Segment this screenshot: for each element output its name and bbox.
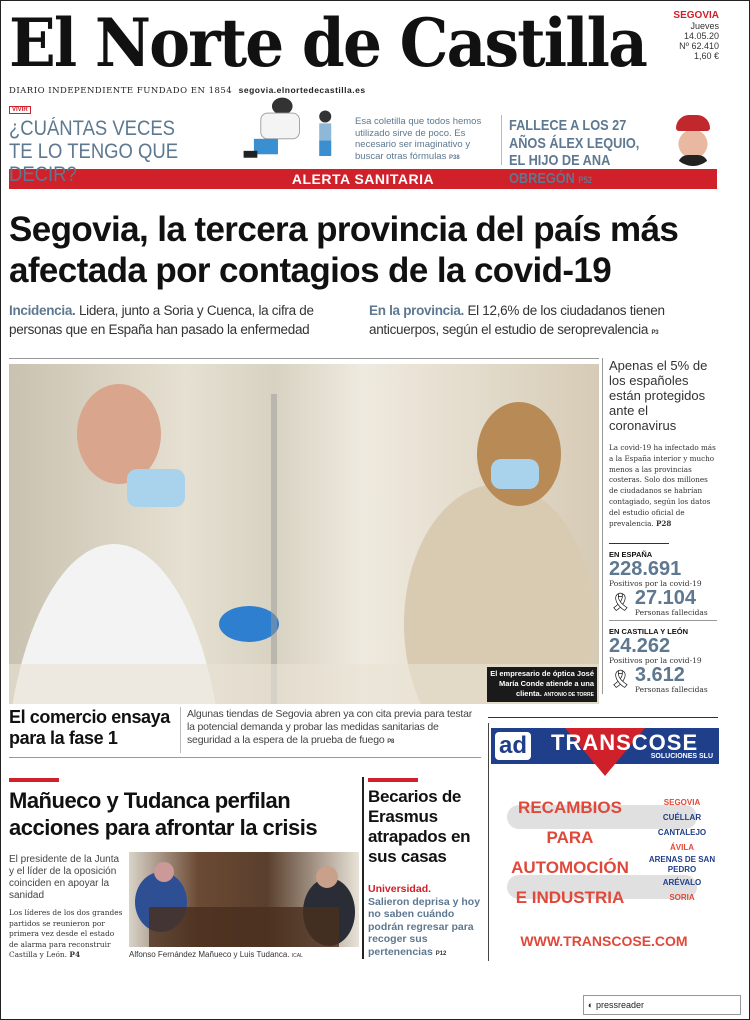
stat-deaths-label: Personas fallecidas — [634, 685, 708, 695]
stat-region-cyl: EN CASTILLA Y LEÓN — [609, 627, 689, 637]
sidebar-page: P28 — [656, 518, 672, 528]
pressreader-logo-icon: ◐ — [588, 1000, 594, 1010]
politics-caption-text: Alfonso Fernández Mañueco y Luis Tudanca. — [129, 950, 290, 959]
stat-deaths-spain: 27.104 — [634, 587, 697, 610]
red-accent-bar — [9, 778, 59, 782]
teaser-obituary-title: FALLECE A LOS 27 AÑOS ÁLEX LEQUIO, EL HIJO DE ANA OBREGÓN — [509, 117, 640, 187]
divider — [362, 777, 364, 959]
deck-right-text: El 12,6% de los ciudadanos tienen anticuerpos, según el estudio de seroprevalencia — [369, 303, 665, 337]
edition-info — [651, 11, 719, 61]
ad-logo-mark: ad — [495, 732, 531, 760]
avatar — [669, 111, 717, 166]
teaser-vivir-title[interactable]: ¿CUÁNTAS VECES TE LO TENGO QUE DECIR? — [9, 117, 179, 186]
photo-scene-icon — [129, 852, 359, 947]
lead-headline[interactable]: Segovia, la tercera provincia del país más afectada por contagios de la covid-19 — [9, 210, 679, 290]
politics-photo-caption — [129, 950, 303, 959]
ad-city: CUÉLLAR — [662, 813, 702, 822]
ad-brand: TRANSCOSE — [551, 730, 699, 755]
photo-scene-icon — [9, 364, 599, 704]
teaser-vivir-text — [355, 116, 495, 164]
deck-left-kicker: Incidencia. — [9, 303, 76, 318]
commerce-body: Algunas tiendas de Segovia abren ya con cita previa para testar la potencial demanda y probar las medidas sanitarias de seguridad a la espera de la prueba de fuego — [187, 708, 473, 746]
mourning-ribbon-icon: 🎗 — [609, 669, 632, 690]
masthead-title: El Norte de Castilla — [9, 4, 647, 82]
tagline-text: DIARIO INDEPENDIENTE FUNDADO EN 1854 — [9, 86, 233, 96]
politics-body-text: Los líderes de los dos grandes partidos se reunieron por primera vez desde el estado de alarma para reconstruir Castilla y León. — [9, 908, 123, 959]
stat-positives-label: Positivos por la covid-19 — [609, 579, 702, 589]
politics-photo — [129, 852, 359, 947]
lead-photo — [9, 364, 599, 704]
ad-city: SORIA — [669, 893, 695, 902]
teaser-obituary[interactable] — [509, 117, 658, 189]
mourning-ribbon-icon: 🎗 — [609, 592, 632, 613]
divider — [9, 358, 599, 359]
photo-caption — [487, 667, 597, 702]
pressreader-badge[interactable] — [583, 995, 741, 1015]
divider — [488, 717, 718, 718]
teaser-obituary-page: P52 — [578, 174, 593, 185]
deck-right-page: P3 — [651, 330, 659, 336]
politics-headline[interactable]: Mañueco y Tudanca perfilan acciones para afrontar la crisis — [9, 788, 318, 840]
stat-region-spain: EN ESPAÑA — [609, 550, 653, 560]
photo-caption-text: El empresario de óptica José María Conde atiende a una clienta. — [490, 669, 594, 698]
divider — [501, 115, 502, 165]
teaser-vivir-body: Esa coletilla que todos hemos utilizado sirve de poco. Es necesario ser imaginativo y buscar otras fórmulas — [355, 116, 482, 162]
erasmus-text — [368, 883, 483, 960]
commerce-headline[interactable]: El comercio ensaya para la fase 1 — [9, 707, 170, 748]
alert-banner: ALERTA SANITARIA — [9, 169, 717, 189]
stat-positives-spain: 228.691 — [609, 558, 682, 581]
erasmus-body: Salieron deprisa y hoy no saben cuándo podrán regresar para recoger sus pertenencias — [368, 895, 481, 958]
ad-city: CANTALEJO — [657, 828, 707, 837]
ad-main-text — [495, 793, 645, 913]
photo-credit: ANTONIO DE TORRE — [543, 692, 594, 698]
ad-logo — [491, 728, 719, 764]
divider — [609, 543, 669, 544]
edition-city: SEGOVIA — [673, 10, 719, 21]
edition-price: 1,60 € — [693, 51, 719, 61]
sidebar-body-text: La covid-19 ha infectado más a la España interior y mucho menos a las provincias costeras. Solo dos millones de ciudadanos se habrían contagiado, según los datos del estudio oficial de prevalencia. — [609, 443, 716, 528]
deck-right-kicker: En la provincia. — [369, 303, 464, 318]
ad-city: ÁVILA — [670, 843, 694, 852]
commerce-page: P8 — [387, 739, 395, 745]
ad-cities — [647, 795, 717, 905]
ad-line: E INDUSTRIA — [515, 888, 625, 907]
erasmus-page: P12 — [435, 950, 447, 957]
divider — [180, 707, 181, 753]
ad-line: PARA — [546, 828, 594, 847]
sidebar-body — [609, 443, 717, 529]
commerce-text — [187, 708, 482, 749]
politics-page: P4 — [69, 950, 81, 959]
ad-city: ARENAS DE SAN PEDRO — [648, 855, 716, 874]
lead-deck-right — [369, 301, 724, 343]
ad-city: SEGOVIA — [663, 798, 701, 807]
stat-deaths-label: Personas fallecidas — [634, 608, 708, 618]
politics-photo-credit: ICAL — [291, 953, 303, 959]
ad-line: RECAMBIOS — [518, 798, 622, 817]
stat-positives-cyl: 24.262 — [609, 635, 671, 658]
politics-body — [9, 908, 124, 961]
stat-deaths-cyl: 3.612 — [634, 664, 685, 687]
ad-brand-sub: SOLUCIONES SLU — [650, 753, 713, 760]
illustration-icon — [235, 83, 351, 168]
politics-summary: El presidente de la Junta y el líder de la oposición coinciden en apoyar la sanidad — [9, 854, 120, 901]
ad-line: AUTOMOCIÓN — [511, 858, 629, 877]
ad-city: ARÉVALO — [662, 878, 702, 887]
edition-number: Nº 62.410 — [679, 41, 719, 51]
red-accent-bar — [368, 778, 418, 782]
website-link[interactable]: segovia.elnortedecastilla.es — [238, 85, 366, 95]
covid-sidebar — [602, 358, 717, 694]
edition-date: 14.05.20 — [683, 31, 719, 41]
stat-positives-label: Positivos por la covid-19 — [609, 656, 702, 666]
teaser-vivir-page: P38 — [448, 154, 460, 161]
erasmus-headline[interactable]: Becarios de Erasmus atrapados en sus casas — [368, 787, 471, 866]
divider — [9, 757, 481, 758]
erasmus-kicker: Universidad. — [368, 883, 432, 895]
transcose-ad[interactable] — [488, 723, 718, 961]
divider — [609, 620, 717, 621]
deck-left-text: Lidera, junto a Soria y Cuenca, la cifra de personas que en España han pasado la enfermedad — [9, 303, 314, 337]
ad-url[interactable]: WWW.TRANSCOSE.COM — [520, 933, 688, 949]
lead-deck-left — [9, 301, 364, 339]
edition-day: Jueves — [690, 21, 719, 31]
section-tag-vivir: VIVIR — [9, 106, 31, 114]
pressreader-label: pressreader — [595, 1000, 644, 1010]
sidebar-title[interactable]: Apenas el 5% de los españoles están protegidos ante el coronavirus — [609, 358, 708, 433]
